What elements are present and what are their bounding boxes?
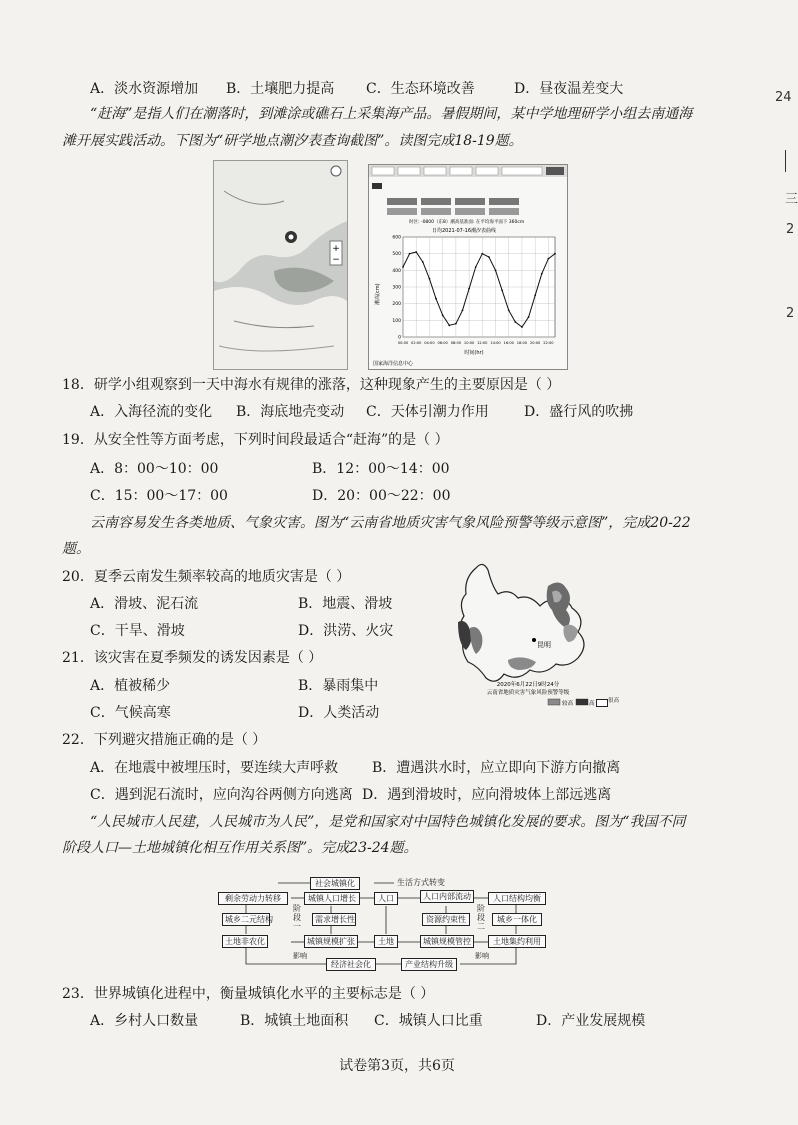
tide-data-point bbox=[462, 309, 464, 311]
q21-option-b: B．暴雨集中 bbox=[298, 678, 379, 694]
yunnan-map bbox=[448, 558, 608, 710]
node-industry-upgrade: 产业结构升级 bbox=[401, 958, 457, 971]
tide-chart-title: 日均2021-07-16潮汐表曲线 bbox=[431, 228, 497, 234]
tide-data-point bbox=[429, 278, 431, 280]
q20-option-a: A．滑坡、泥石流 bbox=[90, 596, 199, 612]
legend-item-high bbox=[596, 699, 608, 707]
tide-x-tick: 20:00 bbox=[529, 341, 541, 345]
q20-option-b: B．地震、滑坡 bbox=[298, 596, 393, 612]
q18-option-a: A．入海径流的变化 bbox=[90, 404, 213, 420]
q18-option-b: B．海底地壳变动 bbox=[236, 404, 345, 420]
tide-data-point bbox=[448, 324, 450, 326]
q19-option-b: B．12：00～14：00 bbox=[312, 461, 450, 477]
tide-y-tick: 0 bbox=[398, 335, 401, 341]
tide-y-tick: 100 bbox=[392, 318, 401, 324]
node-structure-balance: 人口结构均衡 bbox=[488, 892, 546, 905]
tide-data-point bbox=[528, 316, 530, 318]
tide-y-tick: 200 bbox=[392, 302, 401, 308]
tide-x-tick: 06:00 bbox=[437, 341, 448, 345]
q22-option-b: B．遭遇洪水时，应立即向下游方向撤离 bbox=[372, 760, 621, 776]
node-urban-rural-dual: 城乡二元结构 bbox=[222, 913, 270, 926]
node-population: 人口 bbox=[374, 892, 398, 905]
node-social-urbanization: 社会城镇化 bbox=[310, 877, 360, 890]
node-surplus-labor: 剩余劳动力转移 bbox=[218, 892, 288, 905]
option-a: A．淡水资源增加 bbox=[90, 81, 199, 97]
node-scale-expansion: 城镇规模扩张 bbox=[304, 935, 358, 948]
influence-label: 影响 bbox=[293, 952, 307, 960]
node-economic-socialization: 经济社会化 bbox=[326, 958, 376, 971]
edge-mark: 2 bbox=[786, 222, 795, 237]
tide-x-tick: 16:00 bbox=[503, 341, 514, 345]
intro-text: 题。 bbox=[62, 541, 90, 557]
svg-text:+: + bbox=[332, 244, 340, 254]
tide-x-tick: 18:00 bbox=[516, 341, 528, 345]
legend-label: 较高 bbox=[562, 701, 574, 707]
question-19: 19．从安全性等方面考虑，下列时间段最适合“赶海”的是（ ） bbox=[62, 432, 449, 448]
tide-x-tick: 02:00 bbox=[411, 341, 422, 345]
legend-label: 很高 bbox=[608, 698, 620, 704]
influence-label: 影响 bbox=[475, 952, 489, 960]
q19-option-c: C．15：00～17：00 bbox=[90, 488, 228, 504]
tide-x-tick: 00:00 bbox=[397, 341, 409, 345]
stage-two-label: 阶段二 bbox=[477, 904, 485, 931]
q23-option-d: D．产业发展规模 bbox=[536, 1013, 646, 1029]
tide-y-tick: 400 bbox=[392, 268, 401, 274]
tide-x-tick: 10:00 bbox=[463, 341, 475, 345]
q20-option-d: D．洪涝、火灾 bbox=[298, 623, 394, 639]
tide-data-point bbox=[547, 258, 549, 260]
node-lifestyle-change: 生活方式转变 bbox=[397, 878, 445, 887]
map-caption-time: 2020年6月22日9时24分 bbox=[496, 682, 560, 688]
q19-option-a: A．8：00～10：00 bbox=[90, 461, 219, 477]
q21-option-a: A．植被稀少 bbox=[90, 678, 171, 694]
tide-data-point bbox=[554, 253, 556, 255]
tide-data-point bbox=[495, 269, 497, 271]
legend-label: 高 bbox=[589, 701, 595, 707]
tide-data-point bbox=[534, 294, 536, 296]
city-kunming: 昆明 bbox=[537, 641, 551, 649]
q21-option-c: C．气候高寒 bbox=[90, 705, 171, 721]
q22-option-d: D．遇到滑坡时，应向滑坡体上部远逃离 bbox=[362, 787, 612, 803]
option-c: C．生态环境改善 bbox=[366, 81, 475, 97]
tide-data-point bbox=[402, 266, 404, 268]
edge-mark bbox=[785, 150, 786, 172]
q21-option-d: D．人类活动 bbox=[298, 705, 380, 721]
tide-data-point bbox=[468, 288, 470, 290]
coast-map bbox=[213, 160, 348, 370]
question-20: 20．夏季云南发生频率较高的地质灾害是（ ） bbox=[62, 569, 351, 585]
tide-data-point bbox=[501, 289, 503, 291]
tide-y-tick: 500 bbox=[392, 252, 401, 258]
tide-chart bbox=[368, 164, 568, 370]
urbanization-diagram bbox=[216, 868, 550, 972]
q22-option-c: C．遇到泥石流时，应向沟谷两侧方向逃离 bbox=[90, 787, 353, 803]
tide-data-point bbox=[422, 261, 424, 263]
tide-data-point bbox=[409, 253, 411, 255]
intro-text: “赶海”是指人们在潮落时，到滩涂或礁石上采集海产品。暑假期间，某中学地理研学小组去南通海 bbox=[90, 106, 693, 122]
node-urban-pop-growth: 城镇人口增长 bbox=[304, 892, 360, 905]
tide-x-tick: 12:00 bbox=[477, 341, 488, 345]
node-land-intensive: 土地集约利用 bbox=[488, 935, 546, 948]
tide-x-tick: 08:00 bbox=[450, 341, 462, 345]
node-scale-control: 城镇规模管控 bbox=[420, 935, 474, 948]
q18-option-d: D．盛行风的吹拂 bbox=[524, 404, 634, 420]
node-internal-migration: 人口内部流动 bbox=[420, 890, 474, 903]
intro-text: 阶段人口—土地城镇化相互作用关系图”。完成23-24题。 bbox=[62, 840, 418, 856]
tide-x-tick: 14:00 bbox=[490, 341, 501, 345]
stage-one-label: 阶段一 bbox=[293, 904, 301, 931]
page-footer: 试卷第3页，共6页 bbox=[339, 1058, 455, 1074]
tide-footer: 国家海洋信息中心 bbox=[373, 361, 414, 367]
node-land: 土地 bbox=[374, 935, 398, 948]
q20-option-c: C．干旱、滑坡 bbox=[90, 623, 185, 639]
node-land-non-ag: 土地非农化 bbox=[222, 935, 268, 948]
node-demand-growth: 需求增长性 bbox=[312, 913, 356, 926]
question-18: 18．研学小组观察到一天中海水有规律的涨落，这种现象产生的主要原因是（ ） bbox=[62, 377, 561, 393]
option-b: B．土壤肥力提高 bbox=[226, 81, 335, 97]
question-22: 22．下列避灾措施正确的是（ ） bbox=[62, 732, 267, 748]
tide-data-point bbox=[442, 314, 444, 316]
node-urban-rural-integration: 城乡一体化 bbox=[492, 913, 542, 926]
intro-text: “人民城市人民建，人民城市为人民”，是党和国家对中国特色城镇化发展的要求。图为“我国不同 bbox=[90, 814, 686, 830]
intro-text: 滩开展实践活动。下图为“研学地点潮汐表查询截图”。读图完成18-19题。 bbox=[62, 133, 523, 149]
tide-data-point bbox=[521, 326, 523, 328]
edge-mark: 24 bbox=[775, 90, 792, 105]
tide-data-point bbox=[475, 266, 477, 268]
q19-option-d: D．20：00～22：00 bbox=[312, 488, 451, 504]
tide-data-point bbox=[508, 309, 510, 311]
tide-x-tick: 04:00 bbox=[424, 341, 435, 345]
intro-text: 云南容易发生各类地质、气象灾害。图为“云南省地质灾害气象风险预警等级示意图”，完成20-22 bbox=[90, 515, 691, 531]
tide-xlabel: 时间(hr) bbox=[464, 350, 484, 356]
map-caption-title: 云南省地质灾害气象风险预警等级 bbox=[486, 690, 570, 696]
tide-data-point bbox=[455, 323, 457, 325]
q22-option-a: A．在地震中被埋压时，要连续大声呼救 bbox=[90, 760, 339, 776]
tide-data-point bbox=[514, 321, 516, 323]
tide-data-point bbox=[541, 273, 543, 275]
question-21: 21．该灾害在夏季频发的诱发因素是（ ） bbox=[62, 650, 323, 666]
node-resource-constraint: 资源约束性 bbox=[422, 913, 470, 926]
tide-x-tick: 22:00 bbox=[543, 341, 554, 345]
option-d: D．昼夜温差变大 bbox=[514, 81, 624, 97]
edge-mark: 2 bbox=[786, 306, 795, 321]
q23-option-a: A．乡村人口数量 bbox=[90, 1013, 199, 1029]
tide-data-point bbox=[435, 298, 437, 300]
edge-mark: 三 bbox=[785, 192, 798, 207]
tide-data-point bbox=[488, 256, 490, 258]
q23-option-c: C．城镇人口比重 bbox=[374, 1013, 483, 1029]
tide-ylabel: 潮高(cm) bbox=[375, 283, 381, 305]
tide-station: 时区: -0800（东8）潮高基准面: 在平均海平面下 360cm bbox=[409, 220, 525, 225]
tide-y-tick: 600 bbox=[392, 235, 401, 241]
tide-data-point bbox=[481, 253, 483, 255]
tide-y-tick: 300 bbox=[392, 285, 401, 291]
tide-data-point bbox=[415, 251, 417, 253]
q18-option-c: C．天体引潮力作用 bbox=[366, 404, 489, 420]
q23-option-b: B．城镇土地面积 bbox=[240, 1013, 349, 1029]
question-23: 23．世界城镇化进程中，衡量城镇化水平的主要标志是（ ） bbox=[62, 986, 435, 1002]
svg-text:−: − bbox=[332, 255, 340, 265]
